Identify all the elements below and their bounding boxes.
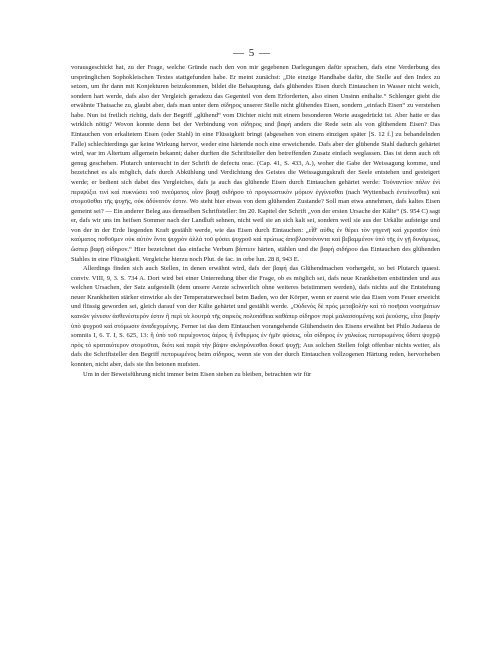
paragraph-3: Um in der Beweisführung nicht immer beim Eisen stehen zu bleiben, betrachten wir für (83, 370, 312, 378)
body-text (71, 63, 440, 379)
paragraph-2: Allerdings finden sich auch Stellen, in denen erwähnt wird, dafs der βαφή das Glühendmachen vorhergeht, so bei Plutarch quaest. conviv. VIII, 9, 3. S. 734 A. Dort wird bei einer Unterredung über die Frage, ob es möglich sei, dafs neue Krankheiten entstünden und aus welchen Ursachen, der Satz aufgestellt (dem unsere Aerzte schwerlich ohne weiteres beistimmen werden), dafs nichts auf die Entstehung neuer Krankheiten stärker einwirke als der Temperaturwechsel beim Baden, wo der Körper, wenn er zuerst wie das Eisen vom Feuer erweicht und flüssig geworden sei, gleich darauf von der Kälte gehärtet und gestählt werde. „Οὐδενὸς δὲ πρὸς μεταβολὴν καὶ τὸ ποιῆσαι νοσημάτων καινῶν γένεσιν ἀσθενέστερόν ἐστιν ἢ περὶ τὰ λουτρὰ τῆς σαρκὸς πολυπάθεια καθάπερ σίδηρον πυρὶ μαλασσομένης καὶ ῥεούσης, εἶτα βαφὴν ὑπὸ ψυχροῦ καὶ στόμωσιν ἀναδεχομένης. Ferner ist das dem Eintauchen vorangehende Glühendsein des Eisens erwähnt bei Philo Judaeus de somniis I, 6. T. I, S. 625, 13: ἢ ὑπὸ τοῦ περιέχοντος ἀέρος ἢ ἔνθερμος ἐν ἡμῖν φύσεις, οἷα σίδηρος ἐν χαλκέως πεπυρωμένος ὕδατι ψυχρῷ πρὸς τὸ κραταιότερον στομοῦται, διότι καὶ παρὰ τὴν βάψιν σκληρύνεσθαι δοκεῖ ψυχῇ; Aus solchen Stellen folgt offenbar nichts weiter, als dafs die Schriftsteller den Begriff πεπυρωμένος beim σίδηρος, wenn sie von der durch Eintauchen vollzogenen Härtung reden, hervorheben konnten, nicht aber, dafs sie ihn betonen mufsten. (71, 265, 440, 368)
paragraph-1: vorausgeschickt hat, zu der Frage, welche Gründe nach den von mir gegebenen Darlegungen dafür sprachen, dafs eine Verderbung des ursprünglichen Sophokleischen Textes stattgefunden habe. Er meint zunächst: „Die einzige Handhabe dafür, die Stelle auf den Index zu setzen, um ihr dann mit Konjekturen beizukommen, bildet die Behauptung, dafs glühendes Eisen durch Eintauchen in Wasser nicht weich, sondern hart werde, dafs also der Vergleich geradezu das Gegenteil von dem Erforderten, also einen Unsinn enthalte.“ Schlenger giebt die erwähnte Thatsache zu, glaubt aber, dafs man unter dem σίδηρος unserer Stelle nicht glühendes Eisen, sondern „einfach Eisen“ zu verstehen habe. Nun ist freilich richtig, dafs der Begriff „glühend“ vom Dichter nicht mit einem besonderen Worte ausgedrückt ist. Aber hatte er das wirklich nötig? Wovon konnte denn bei der Verbindung von σίδηρος und βαφή anders die Rede sein als von glühendem Eisen? Das Eintauchen von erkaltetem Eisen (oder Stahl) in eine Flüssigkeit bringt (abgesehen von einem einzigen später [S. 12 f.] zu behandelnden Falle) schlechterdings gar keine Wirkung hervor, weder eine härtende noch eine erweichende. Dafs aber der glühende Stahl dadurch gehärtet wird, war im Altertum allgemein bekannt; daher durften die Schriftsteller den betreffenden Zusatz einfach weglassen. Das ist denn auch oft genug geschehen. Plutarch untersucht in der Schrift de defectu orac. (Cap. 41, S. 433, A.), woher die Gabe der Weissagung komme, und bezeichnet es als möglich, dafs durch Abkühlung und Verdichtung des Geistes die Weissagungskraft der Seele entstehen und gesteigert werde; er bedient sich dabei des Vergleiches, dafs ja auch das glühende Eisen durch Eintauchen gehärtet werde: Τοὐναντίον πάλιν ἐνὶ περιψύξει τινὶ καὶ πυκνώσει τοῦ πνεύματος οἷον βαφῇ σιδήρου τὸ προγνωστικὸν μόριον ἐγγίνεσθαι (nach Wyttenbach ἐντείνεσθαι) καὶ στομοῦσθαι τῆς ψυχῆς, οὐκ ἀδύνατόν ἐστιν. Wo steht hier etwas von dem glühenden Zustande? Soll man etwa annehmen, dafs kaltes Eisen gemeint sei? — Ein anderer Beleg aus demselben Schriftsteller: Im 20. Kapitel der Schrift „von der ersten Ursache der Kälte“ (S. 954 C) sagt er, dafs wir uns im heifsen Sommer nach der Landluft sehnen, nicht weil sie an sich kalt sei, sondern weil sie aus der Urkälte aufsteige und von der in der Erde liegenden Kraft gestählt werde, wie das Eisen durch Eintauchen: „εἶθ' αὐθις ἐν θέρει τὸν γηγενῆ καὶ χερσαῖον ὑπὸ καύματος ποθοῦμεν οὐκ αὐτὸν ὄντα ψυχρὸν ἀλλὰ τοῦ φύσει ψυχροῦ καὶ πρώτως ἀποβλαστάνοντα καὶ βεβαμμένον ὑπὸ τῆς ἐν γῇ δυνάμεως, ὥσπερ βαφῇ σίδηρον.“ Hier bezeichnet das einfache Verbum βάπτειν härten, stählen und die βαφή σιδήρου das Eintauchen des glühenden Stahles in eine Flüssigkeit. Vergleiche hierzu noch Plut. de fac. in orbe lun. 28 8, 943 E. (71, 64, 440, 263)
page-number: — 5 — (233, 47, 271, 59)
